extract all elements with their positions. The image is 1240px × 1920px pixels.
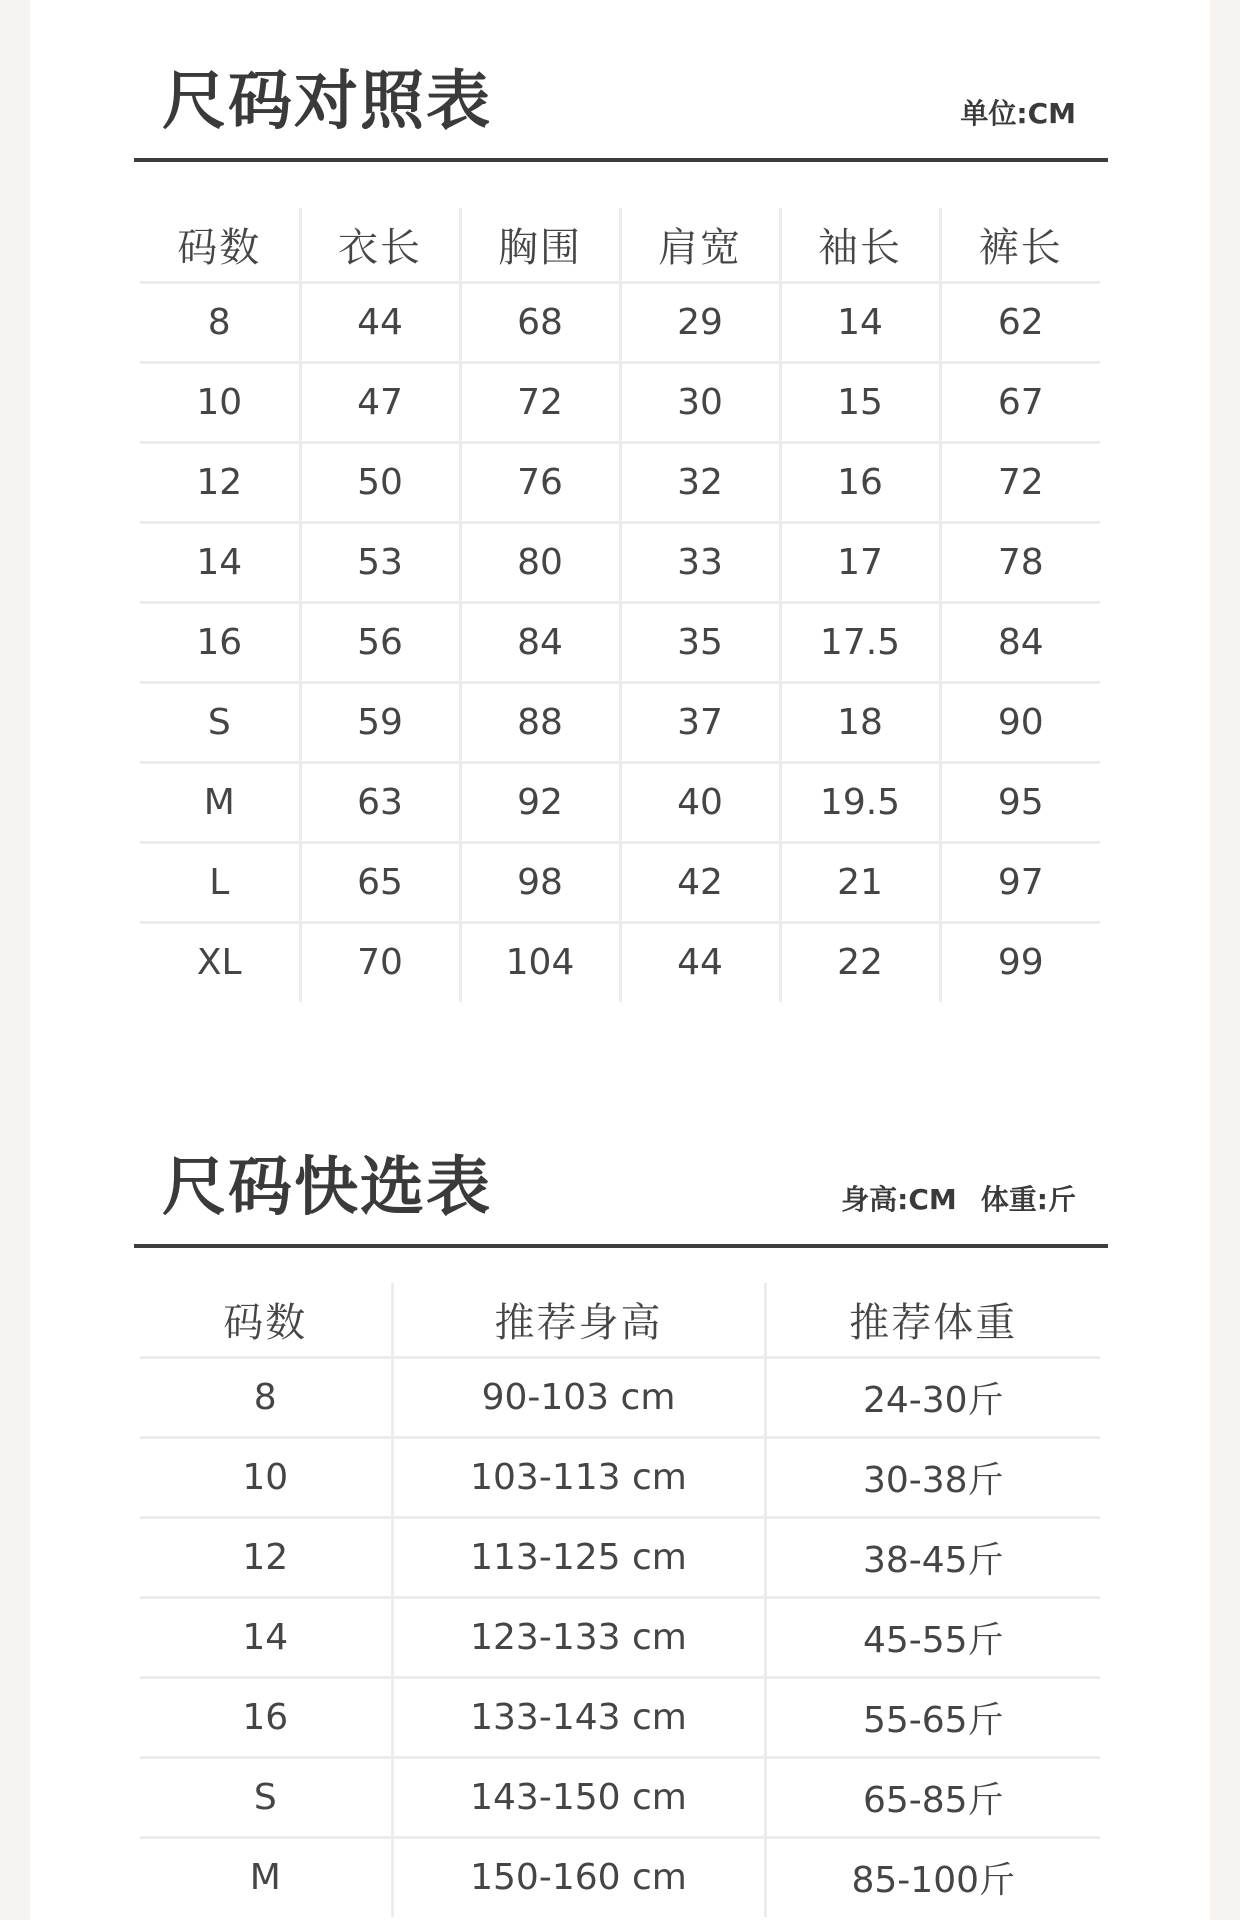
quick-chart-weight-unit: 体重:斤 — [980, 1183, 1076, 1216]
size-chart-table-cell: 76 — [460, 442, 620, 522]
size-chart-table-cell: 8 — [140, 282, 300, 362]
size-chart-table-cell: XL — [140, 922, 300, 1002]
size-chart-column-header: 衣长 — [300, 208, 460, 282]
quick-chart-column-header: 码数 — [223, 1299, 308, 1346]
quick-chart-unit — [841, 1183, 1076, 1216]
size-chart-title: 尺码对照表 — [162, 65, 492, 139]
size-chart-column-header: 胸围 — [460, 208, 620, 282]
size-chart-table-cell: 72 — [460, 362, 620, 442]
quick-chart-table-cell: 150-160 cm — [392, 1837, 765, 1917]
quick-chart-table-cell: 12 — [140, 1517, 392, 1597]
quick-chart-table-cell: 24-30斤 — [765, 1357, 1100, 1437]
size-chart-table-cell: 12 — [140, 442, 300, 522]
quick-chart-table-cell: M — [140, 1837, 392, 1917]
quick-chart-table-cell: 90-103 cm — [392, 1357, 765, 1437]
size-chart-table-cell: 22 — [780, 922, 940, 1002]
size-chart-table-cell: 16 — [140, 602, 300, 682]
page — [30, 0, 1210, 1920]
quick-chart-table — [140, 1283, 1100, 1917]
quick-chart-table-row — [140, 1837, 1100, 1917]
size-chart-table-cell: 90 — [940, 682, 1100, 762]
size-chart-table-cell: 21 — [780, 842, 940, 922]
size-chart-table-cell: 68 — [460, 282, 620, 362]
quick-chart-column-header: 推荐体重 — [765, 1283, 1100, 1357]
size-chart-column-header: 裤长 — [940, 208, 1100, 282]
quick-chart-table-cell: 8 — [140, 1357, 392, 1437]
size-chart-table-cell: 67 — [940, 362, 1100, 442]
size-chart-table-cell: 63 — [300, 762, 460, 842]
size-chart-table-cell: 17.5 — [780, 602, 940, 682]
size-chart-table-cell: 59 — [300, 682, 460, 762]
size-chart-column-header: 肩宽 — [620, 208, 780, 282]
size-chart-table-cell: 44 — [620, 922, 780, 1002]
size-chart-table-cell: 70 — [300, 922, 460, 1002]
size-chart-table-cell: 84 — [940, 602, 1100, 682]
quick-chart-table-row — [140, 1597, 1100, 1677]
size-chart-table-cell: 99 — [940, 922, 1100, 1002]
quick-chart-table-row — [140, 1357, 1100, 1437]
size-chart-table-cell: 97 — [940, 842, 1100, 922]
size-chart-unit-label: 单位:CM — [960, 97, 1076, 130]
quick-chart-table-cell: 103-113 cm — [392, 1437, 765, 1517]
size-chart-column-header: 袖长 — [780, 208, 940, 282]
size-chart-table-cell: 19.5 — [780, 762, 940, 842]
size-chart-table-cell: 40 — [620, 762, 780, 842]
size-chart-table-cell: 32 — [620, 442, 780, 522]
size-chart-table-cell: 10 — [140, 362, 300, 442]
size-chart-table-cell: 47 — [300, 362, 460, 442]
size-chart-table-cell: 84 — [460, 602, 620, 682]
quick-chart-table-cell: 38-45斤 — [765, 1517, 1100, 1597]
size-chart-table-cell: 78 — [940, 522, 1100, 602]
size-chart-table-cell: 92 — [460, 762, 620, 842]
quick-chart-table-row — [140, 1757, 1100, 1837]
quick-chart-height-unit: 身高:CM — [841, 1183, 957, 1216]
size-chart-table-cell: 14 — [780, 282, 940, 362]
size-chart-table-cell: M — [140, 762, 300, 842]
size-chart-table-cell: 65 — [300, 842, 460, 922]
size-chart-table-cell: 44 — [300, 282, 460, 362]
size-chart-table-cell: 30 — [620, 362, 780, 442]
quick-chart-table-cell: 113-125 cm — [392, 1517, 765, 1597]
quick-chart-table-cell: 85-100斤 — [765, 1837, 1100, 1917]
size-chart-table-cell: 72 — [940, 442, 1100, 522]
quick-chart-table-row — [140, 1437, 1100, 1517]
size-chart-table-cell: 88 — [460, 682, 620, 762]
size-chart-table-cell: 56 — [300, 602, 460, 682]
size-chart-table-cell: 50 — [300, 442, 460, 522]
quick-chart-table-cell: 30-38斤 — [765, 1437, 1100, 1517]
size-chart-table-cell: 29 — [620, 282, 780, 362]
size-chart-table-cell: 95 — [940, 762, 1100, 842]
size-chart-table-cell: 16 — [780, 442, 940, 522]
quick-chart-table-cell: 14 — [140, 1597, 392, 1677]
quick-chart-table-cell: 143-150 cm — [392, 1757, 765, 1837]
quick-chart-table-cell: S — [140, 1757, 392, 1837]
quick-chart-table-row — [140, 1677, 1100, 1757]
quick-chart-table-cell: 65-85斤 — [765, 1757, 1100, 1837]
quick-chart-table-cell: 133-143 cm — [392, 1677, 765, 1757]
quick-chart-table-cell: 123-133 cm — [392, 1597, 765, 1677]
size-chart-table-cell: 37 — [620, 682, 780, 762]
size-chart-table-cell: 33 — [620, 522, 780, 602]
quick-chart-table-cell: 16 — [140, 1677, 392, 1757]
size-chart-table-cell: 80 — [460, 522, 620, 602]
size-chart-table-cell: 62 — [940, 282, 1100, 362]
size-chart-table-cell: 17 — [780, 522, 940, 602]
quick-chart-header — [134, 0, 1108, 1248]
size-chart-table-cell: 42 — [620, 842, 780, 922]
quick-chart-header-row — [140, 1283, 1100, 1357]
quick-chart-table-cell: 10 — [140, 1437, 392, 1517]
size-chart-table-cell: L — [140, 842, 300, 922]
size-chart-table-cell: 15 — [780, 362, 940, 442]
size-chart-table-cell: 104 — [460, 922, 620, 1002]
size-chart-table-cell: S — [140, 682, 300, 762]
size-chart-table-cell: 14 — [140, 522, 300, 602]
size-chart-table-cell: 98 — [460, 842, 620, 922]
quick-chart-table-cell: 45-55斤 — [765, 1597, 1100, 1677]
size-chart-column-header: 码数 — [177, 224, 262, 271]
quick-chart-column-header: 推荐身高 — [392, 1283, 765, 1357]
size-chart-table-cell: 53 — [300, 522, 460, 602]
quick-chart-table-cell: 55-65斤 — [765, 1677, 1100, 1757]
quick-chart-title: 尺码快选表 — [162, 1151, 492, 1225]
quick-chart-table-row — [140, 1517, 1100, 1597]
size-chart-table-cell: 18 — [780, 682, 940, 762]
size-chart-table-cell: 35 — [620, 602, 780, 682]
